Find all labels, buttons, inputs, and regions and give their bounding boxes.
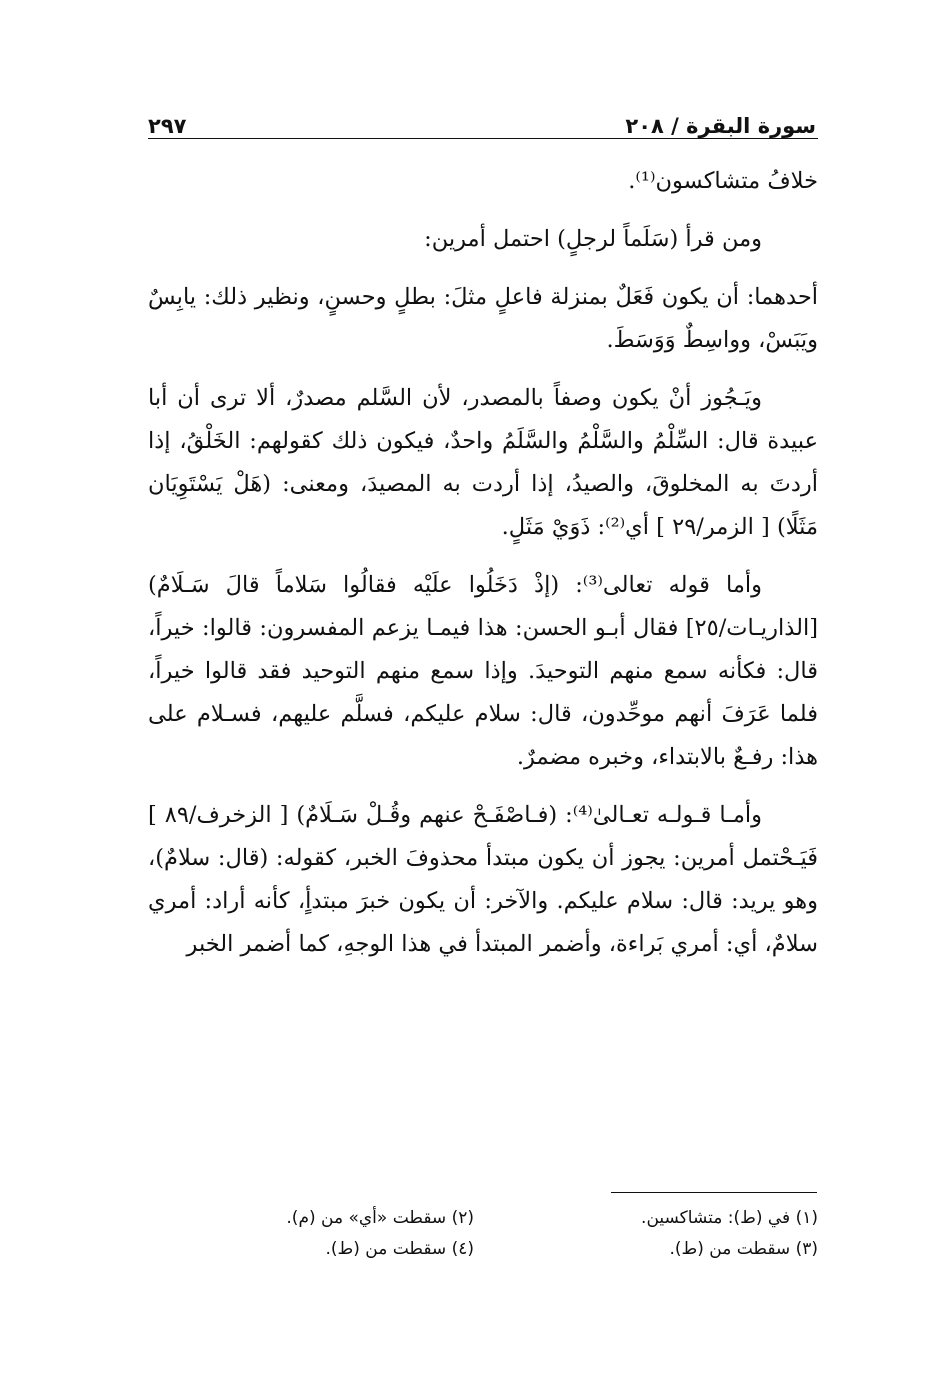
header-rule: [148, 138, 818, 139]
paragraph: أحدهما: أن يكون فَعَلٌ بمنزلة فاعلٍ مثلَ: بطلٍ وحسنٍ، ونظير ذلك: يابِسٌ ويَبَسْ، وواسِطٌ وَوَسَطَ.: [148, 284, 818, 353]
footnote-rule: [611, 1192, 817, 1193]
paragraph: ومن قرأ (سَلَماً لرجلٍ) احتمل أمرين:: [424, 226, 762, 252]
main-text: [148, 160, 818, 981]
footnote: (١) في (ط): متشاكسين.: [641, 1208, 818, 1228]
paragraph: ويَـجُوز أنْ يكون وصفاً بالمصدر، لأن السَّلم مصدرٌ، ألا ترى أن أبا عبيدة قال: السِّلْمُ والسَّلْمُ والسَّلَمُ واحدٌ، فيكون ذلك كقولهم: الخَلْقُ، إذا أردتَ به المخلوقَ، والصيدُ، إذا أردت به المصيدَ، ومعنى: (هَلْ يَسْتَوِيَان مَثَلًا) [ الزمر/٢٩ ] أي⁽²⁾: ذَوَيْ مَثَلٍ.: [148, 385, 818, 540]
paragraph: وأمـا قـولـه تعـالىٰ⁽⁴⁾: (فـاصْفَـحْ عنهم وقُـلْ سَـلَامٌ) [ الزخرف/٨٩ ] فَيَـحْتمل أمرين: يجوز أن يكون مبتدأ محذوفَ الخبر، كقوله: (قال: سلامٌ)، وهو يريد: قال: سلام عليكم. والآخر: أن يكون خبرَ مبتدأٍ، كأنه أراد: أمري سلامٌ، أي: أمري بَراءة، وأضمر المبتدأ في هذا الوجهِ، كما أضمر الخبر: [148, 802, 818, 957]
footnote: (٤) سقطت من (ط).: [325, 1239, 474, 1259]
footnote: (٣) سقطت من (ط).: [669, 1239, 818, 1259]
page-number: ٢٩٧: [148, 114, 187, 138]
footnote: (٢) سقطت «أي» من (م).: [286, 1208, 474, 1228]
paragraph: خلافُ متشاكسون⁽¹⁾.: [628, 168, 818, 194]
paragraph: وأما قوله تعالى⁽³⁾: (إذْ دَخَلُوا علَيْه فقالُوا سَلاماً قالَ سَـلَامٌ) [الذاريـات/٢٥] فقال أبـو الحسن: هذا فيمـا يزعم المفسرون: قالوا: خيراً، قال: فكأنه سمع منهم التوحيدَ. وإذا سمع منهم التوحيد فقد قالوا خيراً، فلما عَرَفَ أنهم موحِّدون، قال: سلام عليكم، فسلَّم عليهم، فسـلام على هذا: رفـعٌ بالابتداء، وخبره مضمرٌ.: [148, 572, 818, 770]
running-title: سورة البقرة / ٢٠٨: [625, 114, 816, 138]
page-header: [148, 98, 816, 138]
footnotes: [148, 1203, 818, 1265]
